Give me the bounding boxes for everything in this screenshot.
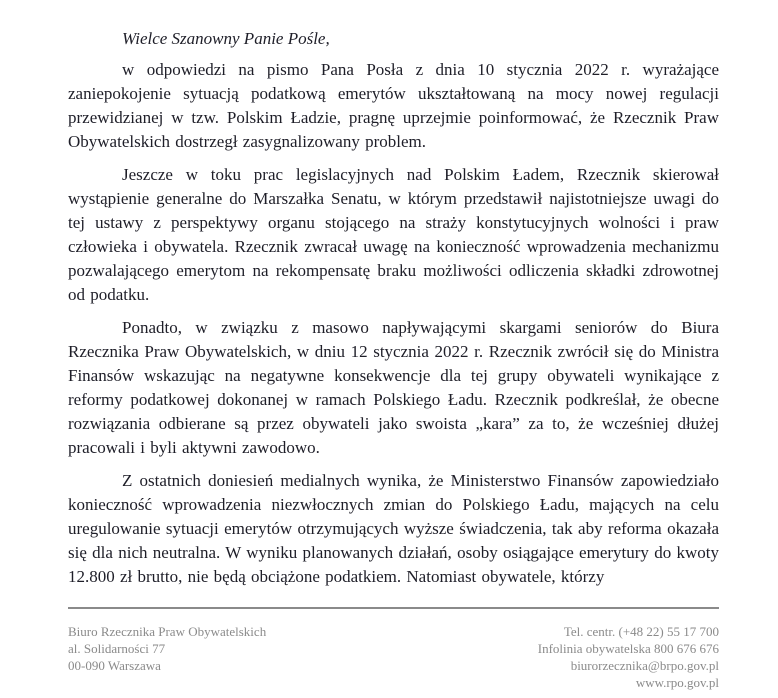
- footer-hotline: Infolinia obywatelska 800 676 676: [537, 641, 719, 656]
- footer-divider: [68, 607, 719, 609]
- footer-email: biurorzecznika@brpo.gov.pl: [570, 658, 719, 673]
- paragraph-intro: w odpowiedzi na pismo Pana Posła z dnia 10 stycznia 2022 r. wyrażające zaniepokojenie sytuacją podatkową emerytów ukształtowaną na mocy nowej regulacji przewidzianej w tzw. Polskim Ładzie, pragnę uprzejmie poinformować, że Rzecznik Praw Obywatelskich dostrzegł zasygnalizowany problem.: [68, 60, 719, 151]
- salutation: Wielce Szanowny Panie Pośle,: [122, 29, 330, 48]
- footer-office-name: Biuro Rzecznika Praw Obywatelskich: [68, 624, 267, 639]
- footer-website: www.rpo.gov.pl: [635, 675, 719, 690]
- paragraph-minister-finance: Ponadto, w związku z masowo napływającymi skargami seniorów do Biura Rzecznika Praw Obywatelskich, w dniu 12 stycznia 2022 r. Rzecznik zwrócił się do Ministra Finansów wskazując na negatywne konsekwencje dla tej grupy obywateli wynikające z reformy podatkowej dokonanej w ramach Polskiego Ładu. Rzecznik podkreślał, że obecne rozwiązania odbierane są przez obywateli jako swoista „kara” za to, że wcześniej dłużej pracowali i byli aktywni zawodowo.: [68, 318, 719, 457]
- footer-phone: Tel. centr. (+48 22) 55 17 700: [563, 624, 719, 639]
- paragraph-media-reports: Z ostatnich doniesień medialnych wynika, że Ministerstwo Finansów zapowiedziało konieczność wprowadzenia niezwłocznych zmian do Polskiego Ładu, mających na celu uregulowanie sytuacji emerytów otrzymujących wyższe świadczenia, tak aby reforma okazała się dla nich neutralna. W wyniku planowanych działań, osoby osiągające emerytury do kwoty 12.800 zł brutto, nie będą obciążone podatkiem. Natomiast obywatele, którzy: [68, 471, 719, 586]
- paragraph-senate-intervention: Jeszcze w toku prac legislacyjnych nad Polskim Ładem, Rzecznik skierował wystąpienie generalne do Marszałka Senatu, w którym przedstawił najistotniejsze uwagi do tej ustawy z perspektywy organu stojącego na straży konstytucyjnych wolności i praw człowieka i obywatela. Rzecznik zwracał uwagę na konieczność wprowadzenia mechanizmu pozwalającego emerytom na rekompensatę braku możliwości odliczenia składki zdrowotnej od podatku.: [68, 165, 719, 304]
- letter-footer: [68, 623, 719, 691]
- footer-address-block: [68, 623, 266, 674]
- footer-contact-block: [538, 623, 719, 691]
- footer-city: 00-090 Warszawa: [68, 658, 161, 673]
- footer-street: al. Solidarności 77: [68, 641, 166, 656]
